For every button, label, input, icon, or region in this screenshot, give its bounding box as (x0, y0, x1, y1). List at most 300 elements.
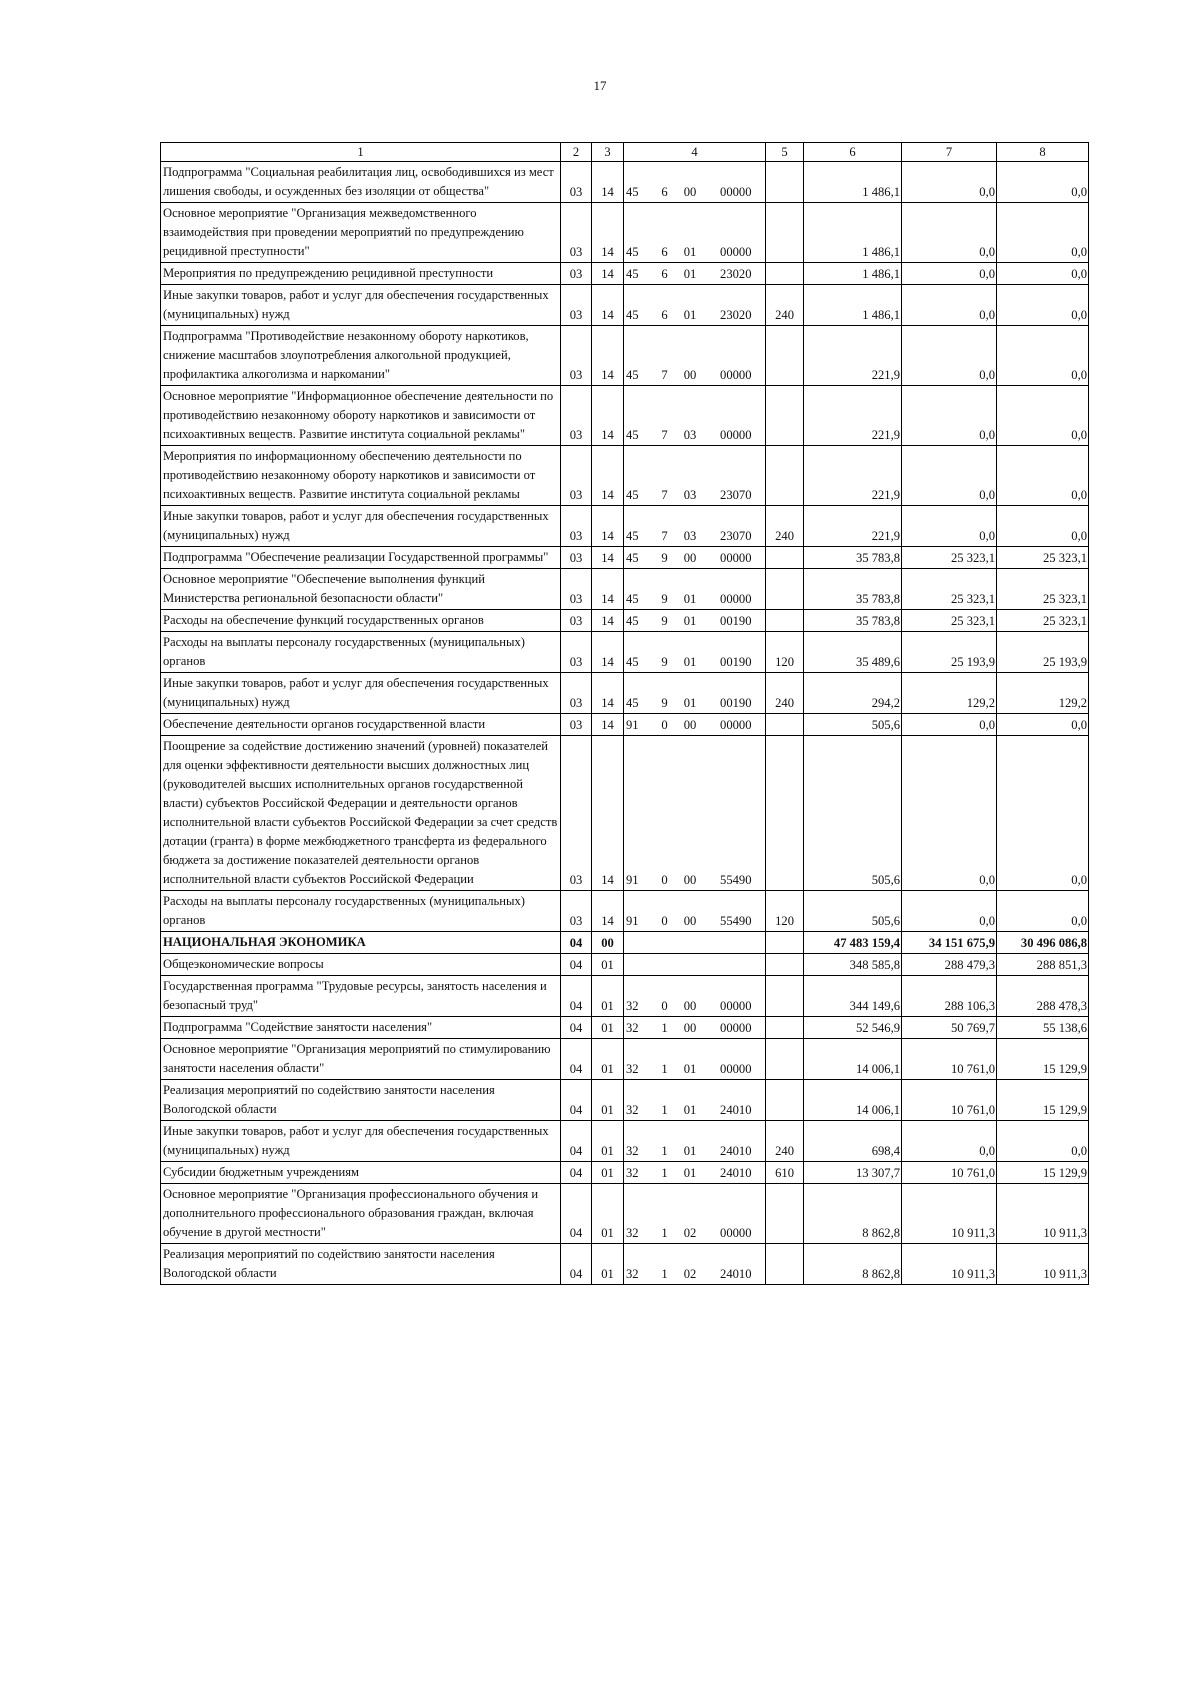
row-target-program: 32 (624, 1121, 656, 1162)
row-target-subprogram (656, 954, 674, 976)
row-target-event: 01 (674, 1080, 707, 1121)
row-sum-year-2: 0,0 (902, 263, 997, 285)
row-sum-year-1: 35 783,8 (804, 569, 902, 610)
row-target-event: 01 (674, 569, 707, 610)
row-subsection-code: 14 (592, 446, 624, 506)
row-target-direction: 00190 (707, 673, 766, 714)
row-expense-type: 240 (766, 506, 804, 547)
row-sum-year-2: 10 911,3 (902, 1244, 997, 1285)
row-target-direction: 00000 (707, 1184, 766, 1244)
row-name: Подпрограмма "Социальная реабилитация лиц, освободившихся из мест лишения свободы, и осужденных без изоляции от общества" (161, 162, 561, 203)
row-target-event: 01 (674, 673, 707, 714)
row-sum-year-3: 0,0 (997, 203, 1089, 263)
row-target-event: 02 (674, 1244, 707, 1285)
row-sum-year-1: 221,9 (804, 446, 902, 506)
row-section-code: 04 (561, 1121, 592, 1162)
row-subsection-code: 01 (592, 1039, 624, 1080)
row-section-code: 03 (561, 203, 592, 263)
row-name: Подпрограмма "Обеспечение реализации Государственной программы" (161, 547, 561, 569)
header-col-3: 3 (592, 143, 624, 162)
table-row (161, 446, 1089, 506)
row-subsection-code: 01 (592, 954, 624, 976)
row-target-subprogram: 9 (656, 610, 674, 632)
row-sum-year-3: 288 851,3 (997, 954, 1089, 976)
row-expense-type (766, 203, 804, 263)
row-sum-year-1: 221,9 (804, 506, 902, 547)
row-sum-year-3: 25 323,1 (997, 610, 1089, 632)
row-sum-year-2: 129,2 (902, 673, 997, 714)
row-target-event: 01 (674, 1162, 707, 1184)
row-target-event: 00 (674, 1017, 707, 1039)
row-expense-type: 120 (766, 891, 804, 932)
row-target-subprogram: 7 (656, 446, 674, 506)
row-sum-year-2: 10 761,0 (902, 1162, 997, 1184)
row-name: Основное мероприятие "Обеспечение выполнения функций Министерства региональной безопасности области" (161, 569, 561, 610)
row-target-subprogram: 0 (656, 714, 674, 736)
row-target-program: 32 (624, 1080, 656, 1121)
row-sum-year-3: 10 911,3 (997, 1244, 1089, 1285)
budget-table (160, 142, 1089, 1285)
header-col-5: 5 (766, 143, 804, 162)
row-target-direction: 55490 (707, 891, 766, 932)
row-target-event: 03 (674, 386, 707, 446)
row-name: Основное мероприятие "Информационное обеспечение деятельности по противодействию незаконному обороту наркотиков и зависимости от психоактивных веществ. Развитие института социальной рекламы" (161, 386, 561, 446)
row-sum-year-2: 50 769,7 (902, 1017, 997, 1039)
row-name: Иные закупки товаров, работ и услуг для обеспечения государственных (муниципальных) нужд (161, 285, 561, 326)
row-target-direction: 55490 (707, 736, 766, 891)
row-sum-year-1: 8 862,8 (804, 1244, 902, 1285)
row-section-code: 04 (561, 976, 592, 1017)
row-sum-year-2: 0,0 (902, 506, 997, 547)
row-target-subprogram: 9 (656, 547, 674, 569)
row-name: Государственная программа "Трудовые ресурсы, занятость населения и безопасный труд" (161, 976, 561, 1017)
row-sum-year-1: 294,2 (804, 673, 902, 714)
row-name: Иные закупки товаров, работ и услуг для обеспечения государственных (муниципальных) нужд (161, 1121, 561, 1162)
row-name: Реализация мероприятий по содействию занятости населения Вологодской области (161, 1244, 561, 1285)
row-target-event: 00 (674, 547, 707, 569)
row-expense-type: 240 (766, 1121, 804, 1162)
row-target-direction: 24010 (707, 1080, 766, 1121)
row-name: Основное мероприятие "Организация профессионального обучения и дополнительного профессионального образования граждан, включая обучение в другой местности" (161, 1184, 561, 1244)
row-target-event: 00 (674, 976, 707, 1017)
row-target-event: 03 (674, 506, 707, 547)
table-row (161, 1184, 1089, 1244)
row-subsection-code: 01 (592, 1017, 624, 1039)
row-section-code: 04 (561, 1162, 592, 1184)
row-expense-type (766, 386, 804, 446)
row-target-program: 45 (624, 610, 656, 632)
row-subsection-code: 01 (592, 1162, 624, 1184)
row-expense-type: 240 (766, 285, 804, 326)
row-target-subprogram: 1 (656, 1017, 674, 1039)
row-subsection-code: 14 (592, 632, 624, 673)
row-sum-year-3: 25 193,9 (997, 632, 1089, 673)
row-target-subprogram: 7 (656, 506, 674, 547)
header-col-6: 6 (804, 143, 902, 162)
row-target-event (674, 932, 707, 954)
row-sum-year-3: 55 138,6 (997, 1017, 1089, 1039)
table-row (161, 673, 1089, 714)
row-subsection-code: 14 (592, 506, 624, 547)
row-sum-year-2: 0,0 (902, 446, 997, 506)
row-sum-year-3: 25 323,1 (997, 569, 1089, 610)
row-expense-type (766, 263, 804, 285)
row-expense-type (766, 1039, 804, 1080)
row-sum-year-1: 47 483 159,4 (804, 932, 902, 954)
row-sum-year-3: 15 129,9 (997, 1039, 1089, 1080)
row-name: Основное мероприятие "Организация мероприятий по стимулированию занятости населения области" (161, 1039, 561, 1080)
row-name: Поощрение за содействие достижению значений (уровней) показателей для оценки эффективности деятельности высших должностных лиц (руководителей высших исполнительных органов государственной власти) субъектов Российской Федерации и деятельности органов исполнительной власти субъектов Российской Федерации за счет средств дотации (гранта) в форме межбюджетного трансферта из федерального бюджета за достижение показателей деятельности органов исполнительной власти субъектов Российской Федерации (161, 736, 561, 891)
row-sum-year-1: 14 006,1 (804, 1080, 902, 1121)
row-sum-year-2: 288 106,3 (902, 976, 997, 1017)
row-target-program: 45 (624, 263, 656, 285)
row-sum-year-1: 1 486,1 (804, 162, 902, 203)
row-name: Расходы на выплаты персоналу государственных (муниципальных) органов (161, 891, 561, 932)
row-section-code: 03 (561, 263, 592, 285)
row-sum-year-1: 35 783,8 (804, 547, 902, 569)
row-sum-year-2: 0,0 (902, 386, 997, 446)
row-target-program: 45 (624, 386, 656, 446)
row-target-program (624, 954, 656, 976)
row-target-event: 00 (674, 326, 707, 386)
row-target-program: 91 (624, 736, 656, 891)
row-expense-type (766, 326, 804, 386)
table-row (161, 932, 1089, 954)
row-target-program (624, 932, 656, 954)
row-target-program: 45 (624, 203, 656, 263)
table-row (161, 1162, 1089, 1184)
table-row (161, 610, 1089, 632)
row-target-subprogram: 6 (656, 285, 674, 326)
table-row (161, 569, 1089, 610)
table-row (161, 1017, 1089, 1039)
row-name: Иные закупки товаров, работ и услуг для обеспечения государственных (муниципальных) нужд (161, 506, 561, 547)
row-target-subprogram: 9 (656, 632, 674, 673)
row-expense-type (766, 610, 804, 632)
row-sum-year-3: 0,0 (997, 386, 1089, 446)
row-section-code: 03 (561, 326, 592, 386)
row-expense-type (766, 736, 804, 891)
row-target-event: 01 (674, 285, 707, 326)
row-name: Подпрограмма "Противодействие незаконному обороту наркотиков, снижение масштабов злоупотребления алкогольной продукцией, профилактика алкоголизма и наркомании" (161, 326, 561, 386)
row-name: Мероприятия по информационному обеспечению деятельности по противодействию незаконному обороту наркотиков и зависимости от психоактивных веществ. Развитие института социальной рекламы (161, 446, 561, 506)
row-section-code: 03 (561, 673, 592, 714)
row-section-code: 03 (561, 714, 592, 736)
page-number: 17 (593, 78, 607, 93)
row-target-program: 45 (624, 162, 656, 203)
row-name: Расходы на обеспечение функций государственных органов (161, 610, 561, 632)
row-target-direction: 00190 (707, 632, 766, 673)
header-col-7: 7 (902, 143, 997, 162)
row-target-subprogram: 6 (656, 203, 674, 263)
table-body (161, 162, 1089, 1285)
row-target-subprogram: 1 (656, 1039, 674, 1080)
row-subsection-code: 14 (592, 386, 624, 446)
row-sum-year-3: 25 323,1 (997, 547, 1089, 569)
row-target-subprogram: 7 (656, 386, 674, 446)
row-section-code: 04 (561, 1017, 592, 1039)
row-target-direction (707, 932, 766, 954)
row-target-program: 45 (624, 632, 656, 673)
row-target-program: 45 (624, 569, 656, 610)
row-sum-year-3: 0,0 (997, 714, 1089, 736)
row-target-subprogram: 0 (656, 891, 674, 932)
row-sum-year-2: 10 761,0 (902, 1039, 997, 1080)
row-target-subprogram: 1 (656, 1244, 674, 1285)
row-sum-year-2: 0,0 (902, 326, 997, 386)
row-target-event: 03 (674, 446, 707, 506)
row-subsection-code: 14 (592, 263, 624, 285)
row-expense-type (766, 569, 804, 610)
row-expense-type (766, 1080, 804, 1121)
row-subsection-code: 14 (592, 326, 624, 386)
table-row (161, 162, 1089, 203)
row-sum-year-1: 344 149,6 (804, 976, 902, 1017)
row-target-direction: 23070 (707, 506, 766, 547)
row-target-subprogram: 6 (656, 162, 674, 203)
table-row (161, 1244, 1089, 1285)
row-expense-type (766, 1184, 804, 1244)
table-row (161, 736, 1089, 891)
row-sum-year-2: 25 323,1 (902, 610, 997, 632)
row-sum-year-2: 288 479,3 (902, 954, 997, 976)
row-name: Реализация мероприятий по содействию занятости населения Вологодской области (161, 1080, 561, 1121)
row-section-code: 03 (561, 891, 592, 932)
row-subsection-code: 14 (592, 673, 624, 714)
row-target-direction: 24010 (707, 1121, 766, 1162)
row-sum-year-3: 0,0 (997, 1121, 1089, 1162)
table-row (161, 386, 1089, 446)
row-subsection-code: 14 (592, 569, 624, 610)
row-subsection-code: 14 (592, 203, 624, 263)
row-sum-year-2: 0,0 (902, 1121, 997, 1162)
row-target-subprogram: 1 (656, 1184, 674, 1244)
table-row (161, 506, 1089, 547)
row-sum-year-1: 1 486,1 (804, 203, 902, 263)
row-target-direction: 23020 (707, 285, 766, 326)
row-name: Общеэкономические вопросы (161, 954, 561, 976)
row-section-code: 03 (561, 446, 592, 506)
row-target-program: 32 (624, 1017, 656, 1039)
row-target-program: 32 (624, 1162, 656, 1184)
row-sum-year-1: 35 489,6 (804, 632, 902, 673)
header-col-1: 1 (161, 143, 561, 162)
table-row (161, 203, 1089, 263)
row-expense-type (766, 976, 804, 1017)
row-target-event: 01 (674, 263, 707, 285)
row-expense-type: 240 (766, 673, 804, 714)
row-target-subprogram: 7 (656, 326, 674, 386)
row-sum-year-3: 0,0 (997, 891, 1089, 932)
row-target-subprogram: 1 (656, 1121, 674, 1162)
row-sum-year-3: 15 129,9 (997, 1162, 1089, 1184)
row-target-direction: 00190 (707, 610, 766, 632)
row-target-program: 32 (624, 1184, 656, 1244)
row-expense-type (766, 162, 804, 203)
row-section-code: 03 (561, 610, 592, 632)
row-target-direction: 00000 (707, 714, 766, 736)
row-name: Расходы на выплаты персоналу государственных (муниципальных) органов (161, 632, 561, 673)
header-row (161, 143, 1089, 162)
row-target-direction: 00000 (707, 547, 766, 569)
row-sum-year-2: 0,0 (902, 162, 997, 203)
row-subsection-code: 01 (592, 976, 624, 1017)
row-target-program: 45 (624, 506, 656, 547)
row-section-code: 04 (561, 1244, 592, 1285)
row-target-program: 45 (624, 547, 656, 569)
row-sum-year-2: 0,0 (902, 736, 997, 891)
row-name: НАЦИОНАЛЬНАЯ ЭКОНОМИКА (161, 932, 561, 954)
row-subsection-code: 01 (592, 1121, 624, 1162)
row-target-event: 02 (674, 1184, 707, 1244)
row-section-code: 03 (561, 386, 592, 446)
table-row (161, 285, 1089, 326)
row-sum-year-3: 288 478,3 (997, 976, 1089, 1017)
row-sum-year-1: 13 307,7 (804, 1162, 902, 1184)
row-section-code: 03 (561, 736, 592, 891)
row-subsection-code: 14 (592, 891, 624, 932)
row-target-direction: 24010 (707, 1162, 766, 1184)
row-sum-year-1: 1 486,1 (804, 285, 902, 326)
table-row (161, 263, 1089, 285)
row-target-direction: 00000 (707, 1017, 766, 1039)
row-target-direction: 23020 (707, 263, 766, 285)
row-expense-type (766, 932, 804, 954)
row-section-code: 04 (561, 1080, 592, 1121)
row-target-subprogram: 9 (656, 673, 674, 714)
row-name: Субсидии бюджетным учреждениям (161, 1162, 561, 1184)
row-name: Мероприятия по предупреждению рецидивной преступности (161, 263, 561, 285)
row-sum-year-1: 505,6 (804, 736, 902, 891)
header-col-8: 8 (997, 143, 1089, 162)
row-subsection-code: 14 (592, 714, 624, 736)
table-row (161, 714, 1089, 736)
row-sum-year-1: 52 546,9 (804, 1017, 902, 1039)
row-sum-year-3: 0,0 (997, 162, 1089, 203)
row-section-code: 03 (561, 547, 592, 569)
row-sum-year-2: 25 193,9 (902, 632, 997, 673)
row-sum-year-3: 129,2 (997, 673, 1089, 714)
row-section-code: 03 (561, 569, 592, 610)
row-target-program: 91 (624, 891, 656, 932)
row-subsection-code: 14 (592, 610, 624, 632)
row-sum-year-2: 10 761,0 (902, 1080, 997, 1121)
row-sum-year-3: 0,0 (997, 263, 1089, 285)
row-section-code: 04 (561, 954, 592, 976)
row-sum-year-2: 0,0 (902, 714, 997, 736)
row-target-event: 01 (674, 610, 707, 632)
header-col-2: 2 (561, 143, 592, 162)
row-sum-year-3: 15 129,9 (997, 1080, 1089, 1121)
row-target-program: 45 (624, 326, 656, 386)
row-section-code: 03 (561, 632, 592, 673)
row-name: Подпрограмма "Содействие занятости населения" (161, 1017, 561, 1039)
row-target-direction: 23070 (707, 446, 766, 506)
row-target-direction: 00000 (707, 326, 766, 386)
row-target-event: 01 (674, 1121, 707, 1162)
row-section-code: 03 (561, 285, 592, 326)
row-target-program: 45 (624, 446, 656, 506)
row-sum-year-2: 0,0 (902, 285, 997, 326)
row-target-subprogram: 6 (656, 263, 674, 285)
row-target-program: 32 (624, 1244, 656, 1285)
table-row (161, 326, 1089, 386)
table-row (161, 891, 1089, 932)
row-target-direction: 00000 (707, 1039, 766, 1080)
row-sum-year-3: 0,0 (997, 736, 1089, 891)
row-subsection-code: 01 (592, 1080, 624, 1121)
header-col-4: 4 (624, 143, 766, 162)
row-target-program: 45 (624, 285, 656, 326)
row-target-subprogram (656, 932, 674, 954)
row-expense-type (766, 547, 804, 569)
row-target-direction: 00000 (707, 386, 766, 446)
row-target-subprogram: 9 (656, 569, 674, 610)
row-target-program: 91 (624, 714, 656, 736)
row-name: Основное мероприятие "Организация межведомственного взаимодействия при проведении мероприятий по предупреждению рецидивной преступности" (161, 203, 561, 263)
table-row (161, 976, 1089, 1017)
row-subsection-code: 00 (592, 932, 624, 954)
row-target-event: 01 (674, 203, 707, 263)
row-target-direction: 00000 (707, 976, 766, 1017)
row-expense-type (766, 1017, 804, 1039)
row-sum-year-3: 0,0 (997, 506, 1089, 547)
row-sum-year-3: 30 496 086,8 (997, 932, 1089, 954)
row-section-code: 03 (561, 506, 592, 547)
row-sum-year-3: 0,0 (997, 326, 1089, 386)
row-name: Иные закупки товаров, работ и услуг для обеспечения государственных (муниципальных) нужд (161, 673, 561, 714)
row-sum-year-1: 1 486,1 (804, 263, 902, 285)
row-expense-type (766, 714, 804, 736)
row-sum-year-1: 698,4 (804, 1121, 902, 1162)
row-sum-year-2: 34 151 675,9 (902, 932, 997, 954)
row-target-direction (707, 954, 766, 976)
row-target-direction: 00000 (707, 203, 766, 263)
row-target-event: 00 (674, 714, 707, 736)
row-section-code: 04 (561, 1039, 592, 1080)
row-section-code: 04 (561, 932, 592, 954)
row-sum-year-1: 8 862,8 (804, 1184, 902, 1244)
row-target-subprogram: 0 (656, 736, 674, 891)
table-row (161, 954, 1089, 976)
row-sum-year-1: 505,6 (804, 891, 902, 932)
row-sum-year-1: 14 006,1 (804, 1039, 902, 1080)
row-expense-type (766, 954, 804, 976)
row-sum-year-1: 35 783,8 (804, 610, 902, 632)
table-row (161, 632, 1089, 673)
table-row (161, 1121, 1089, 1162)
row-target-direction: 00000 (707, 569, 766, 610)
row-target-program: 45 (624, 673, 656, 714)
row-target-event: 01 (674, 632, 707, 673)
row-target-event: 00 (674, 162, 707, 203)
row-subsection-code: 14 (592, 285, 624, 326)
row-section-code: 03 (561, 162, 592, 203)
row-subsection-code: 14 (592, 162, 624, 203)
row-target-direction: 24010 (707, 1244, 766, 1285)
row-target-event: 00 (674, 736, 707, 891)
row-subsection-code: 01 (592, 1184, 624, 1244)
row-subsection-code: 14 (592, 736, 624, 891)
row-sum-year-1: 221,9 (804, 386, 902, 446)
row-subsection-code: 14 (592, 547, 624, 569)
row-target-event: 01 (674, 1039, 707, 1080)
row-target-direction: 00000 (707, 162, 766, 203)
row-sum-year-2: 25 323,1 (902, 547, 997, 569)
row-sum-year-2: 0,0 (902, 203, 997, 263)
row-sum-year-2: 10 911,3 (902, 1184, 997, 1244)
row-sum-year-1: 221,9 (804, 326, 902, 386)
